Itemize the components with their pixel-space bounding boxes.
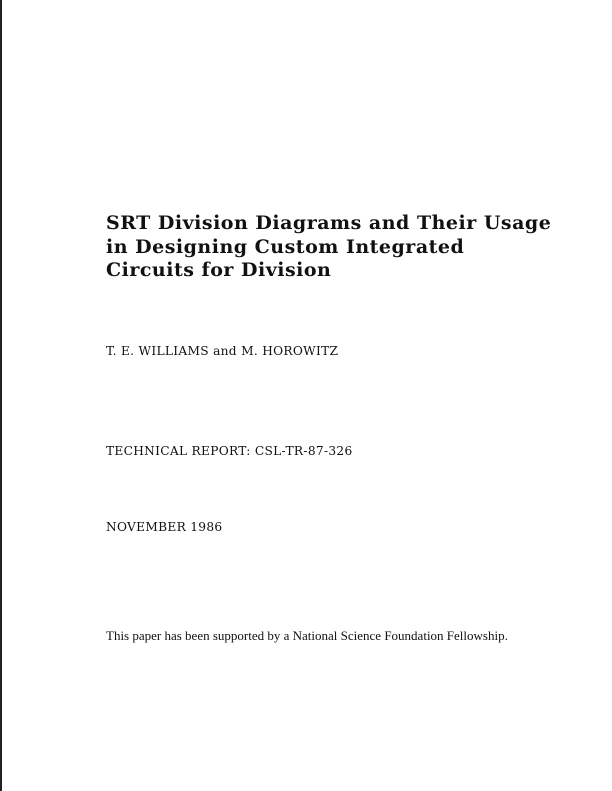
scan-edge	[0, 0, 2, 791]
title-line-2: in Designing Custom Integrated	[106, 235, 465, 258]
paper-title	[106, 212, 576, 283]
title-line-3: Circuits for Division	[106, 259, 332, 281]
report-number: TECHNICAL REPORT: CSL-TR-87-326	[106, 444, 353, 458]
support-note: This paper has been supported by a National Science Foundation Fellowship.	[106, 628, 508, 643]
publication-date: NOVEMBER 1986	[106, 520, 223, 534]
title-line-1: SRT Division Diagrams and Their Usage	[106, 212, 552, 234]
authors: T. E. WILLIAMS and M. HOROWITZ	[106, 344, 339, 358]
